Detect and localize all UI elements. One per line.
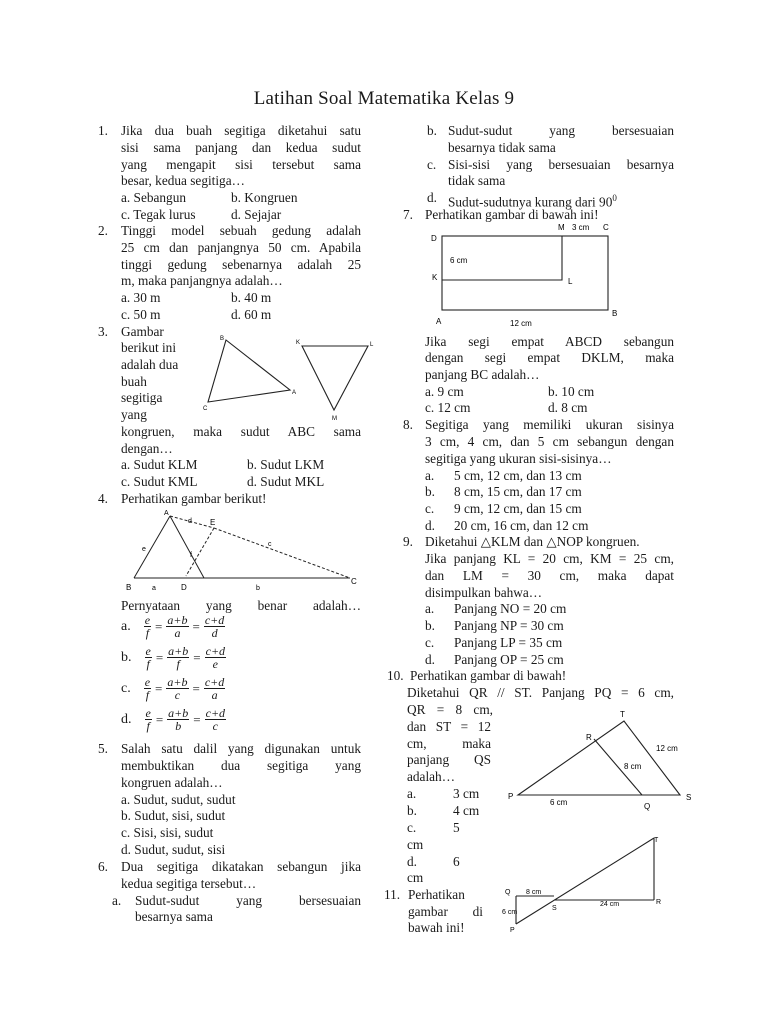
vertex-label: Q — [644, 802, 651, 811]
question-number: 4. — [98, 491, 108, 506]
question-text: Jika segi empat ABCD sebangun — [425, 334, 674, 349]
question-text: cm, maka — [407, 736, 491, 751]
vertex-label: T — [654, 837, 659, 844]
vertex-label: C — [351, 577, 357, 586]
vertex-label: P — [510, 927, 515, 934]
side-label: c — [268, 541, 272, 548]
question-number: 3. — [98, 324, 108, 339]
option-b[interactable]: b. Sudut LKM — [247, 457, 325, 472]
option-d[interactable]: d. 8 cm — [548, 400, 588, 415]
option-b-label[interactable]: b. — [425, 484, 435, 499]
question-text: dan ST = 12 — [407, 719, 491, 734]
vertex-label: E — [210, 518, 216, 527]
question-number: 6. — [98, 859, 108, 874]
side-label: 24 cm — [600, 901, 620, 908]
option-a[interactable]: Panjang NO = 20 cm — [454, 601, 567, 616]
question-text: adalah… — [407, 769, 455, 784]
side-label: 6 cm — [450, 256, 468, 265]
vertex-label: M — [332, 416, 337, 422]
question-text: dan LM = 30 cm, maka dapat — [425, 568, 674, 583]
option-c[interactable]: c. $\frac{e}{f}$ = $\frac{a+b}{c}$ = $\frac{c+d}{a}$ — [121, 675, 225, 702]
question-text: gambar di — [408, 904, 483, 919]
question-text: segitiga yang ukuran sisi-sisinya… — [425, 451, 612, 466]
option-a[interactable]: 3 cm — [453, 786, 480, 801]
option-a[interactable]: a. 30 m — [121, 290, 161, 305]
option-a[interactable]: Sudut-sudut yang bersesuaian — [135, 893, 361, 908]
side-label: 8 cm — [624, 762, 642, 771]
option-c[interactable]: c. 50 m — [121, 307, 161, 322]
question-text: tinggi gedung sebenarnya adalah 25 — [121, 257, 361, 272]
option-c[interactable]: tidak sama — [448, 173, 506, 188]
vertex-label: R — [656, 899, 662, 906]
vertex-label: R — [586, 733, 592, 742]
option-d[interactable]: d. Sudut, sudut, sisi — [121, 842, 226, 857]
question-text: Diketahui △KLM dan △NOP kongruen. — [425, 534, 640, 549]
question-text: dengan segi empat DKLM, maka — [425, 350, 674, 365]
option-a[interactable]: a. 9 cm — [425, 384, 464, 399]
question-number: 2. — [98, 223, 108, 238]
option-c[interactable]: 5 — [453, 820, 460, 835]
option-a[interactable]: 5 cm, 12 cm, dan 13 cm — [454, 468, 582, 483]
vertex-label: K — [296, 340, 301, 346]
option-a-label[interactable]: a. — [407, 786, 417, 801]
option-a[interactable]: a. Sudut, sudut, sudut — [121, 792, 236, 807]
question-number: 11. — [384, 887, 401, 902]
question-text: m, maka panjangnya adalah… — [121, 273, 283, 288]
vertex-label: B — [612, 309, 618, 318]
question-text: Salah satu dalil yang digunakan untuk — [121, 741, 361, 756]
triangles-figure — [498, 832, 678, 936]
question-number: 7. — [403, 207, 413, 222]
side-label: 6 cm — [550, 798, 568, 807]
option-d-label[interactable]: d. — [407, 854, 417, 869]
question-number: 8. — [403, 417, 413, 432]
option-b[interactable]: Panjang NP = 30 cm — [454, 618, 564, 633]
option-c[interactable]: c. Sudut KML — [121, 474, 198, 489]
option-b[interactable]: b. 10 cm — [548, 384, 595, 399]
vertex-label: M — [558, 223, 565, 232]
option-c[interactable]: Sisi-sisi yang bersesuaian besarnya — [448, 157, 674, 172]
vertex-label: K — [432, 273, 438, 282]
option-a[interactable]: a. Sebangun — [121, 190, 186, 205]
vertex-label: S — [686, 793, 692, 802]
option-b-label[interactable]: b. — [427, 123, 437, 138]
vertex-label: S — [552, 905, 557, 912]
question-text: 25 cm dan panjangnya 50 cm. Apabila — [121, 240, 361, 255]
vertex-label: D — [431, 234, 437, 243]
question-number: 10. — [387, 668, 404, 683]
side-label: 6 cm — [502, 909, 518, 916]
vertex-label: C — [203, 406, 208, 412]
option-d[interactable]: 20 cm, 16 cm, dan 12 cm — [454, 518, 589, 533]
option-d[interactable]: d. 60 m — [231, 307, 272, 322]
question-text: berikut ini — [121, 340, 177, 355]
option-c[interactable]: 9 cm, 12 cm, dan 15 cm — [454, 501, 582, 516]
question-text: adalah dua — [121, 357, 179, 372]
vertex-label: D — [181, 583, 187, 592]
question-text: Diketahui QR // ST. Panjang PQ = 6 cm, — [407, 685, 674, 700]
option-c[interactable]: Panjang LP = 35 cm — [454, 635, 563, 650]
question-text: Tinggi model sebuah gedung adalah — [121, 223, 361, 238]
option-d-label[interactable]: d. — [427, 190, 437, 205]
option-c[interactable]: cm — [407, 837, 424, 852]
question-text: 3 cm, 4 cm, dan 5 cm sebangun dengan — [425, 434, 674, 449]
question-text: segitiga — [121, 390, 163, 405]
question-text: panjang QS — [407, 752, 491, 767]
option-d[interactable]: cm — [407, 870, 424, 885]
question-text: yang — [121, 407, 147, 422]
question-text: kongruen, maka sudut ABC sama — [121, 424, 361, 439]
question-text: sisi sama panjang dan kedua sudut — [121, 140, 361, 155]
vertex-label: A — [292, 390, 297, 396]
option-c-label[interactable]: c. — [407, 820, 417, 835]
rectangle-figure — [428, 220, 628, 330]
side-label: e — [142, 546, 146, 553]
question-text: QR = 8 cm, — [407, 702, 493, 717]
question-text: Jika dua buah segitiga diketahui satu — [121, 123, 361, 138]
option-b[interactable]: b. Kongruen — [231, 190, 298, 205]
question-number: 9. — [403, 534, 413, 549]
option-b-label[interactable]: b. — [407, 803, 417, 818]
side-label: 8 cm — [526, 889, 542, 896]
question-text: Segitiga yang memiliki ukuran sisinya — [425, 417, 674, 432]
option-c[interactable]: c. 12 cm — [425, 400, 471, 415]
side-label: b — [256, 585, 260, 592]
question-text: Perhatikan gambar berikut! — [121, 491, 267, 506]
question-text: Perhatikan gambar di bawah! — [410, 668, 567, 683]
option-c[interactable]: c. Sisi, sisi, sudut — [121, 825, 214, 840]
option-a-label[interactable]: a. — [425, 601, 435, 616]
question-text: Pernyataan yang benar adalah… — [121, 598, 361, 613]
vertex-label: P — [508, 792, 514, 801]
triangles-figure — [198, 332, 378, 424]
question-text: dengan… — [121, 441, 173, 456]
option-b[interactable]: besarnya tidak sama — [448, 140, 556, 155]
side-label: 3 cm — [572, 223, 590, 232]
vertex-label: A — [436, 317, 442, 326]
option-d[interactable]: d. $\frac{e}{f}$ = $\frac{a+b}{b}$ = $\frac{c+d}{c}$ — [121, 706, 226, 733]
side-label: d — [188, 518, 192, 525]
triangle-figure — [124, 508, 364, 596]
option-a-label[interactable]: a. — [112, 893, 122, 908]
question-number: 5. — [98, 741, 108, 756]
option-b[interactable]: 4 cm — [453, 803, 480, 818]
vertex-label: A — [164, 510, 169, 517]
option-b[interactable]: 8 cm, 15 cm, dan 17 cm — [454, 484, 582, 499]
side-label: 12 cm — [510, 319, 532, 328]
question-text: panjang BC adalah… — [425, 367, 540, 382]
option-d[interactable]: d. Sudut MKL — [247, 474, 325, 489]
vertex-label: B — [126, 583, 132, 592]
option-a[interactable]: a. $\frac{e}{f}$ = $\frac{a+b}{a}$ = $\frac{c+d}{d}$ — [121, 613, 225, 640]
question-text: membuktikan dua segitiga yang — [121, 758, 361, 773]
question-text: Perhatikan — [408, 887, 465, 902]
option-a[interactable]: besarnya sama — [135, 909, 213, 924]
option-b[interactable]: b. Sudut, sisi, sudut — [121, 808, 226, 823]
side-label: a — [152, 585, 156, 592]
option-c-label[interactable]: c. — [425, 635, 435, 650]
option-a[interactable]: a. Sudut KLM — [121, 457, 198, 472]
question-text: yang mengapit sisi tersebut sama — [121, 157, 361, 172]
option-b-label[interactable]: b. — [425, 618, 435, 633]
option-d[interactable]: 6 — [453, 854, 460, 869]
option-d[interactable]: Sudut-sudutnya kurang dari $90^0$ — [448, 193, 617, 210]
vertex-label: L — [568, 277, 573, 286]
question-text: Jika panjang KL = 20 cm, KM = 25 cm, — [425, 551, 674, 566]
side-label: 12 cm — [656, 744, 678, 753]
page-title: Latihan Soal Matematika Kelas 9 — [253, 88, 515, 109]
option-d[interactable]: Panjang OP = 25 cm — [454, 652, 564, 667]
question-text: buah — [121, 374, 147, 389]
question-text: kedua segitiga tersebut… — [121, 876, 257, 891]
vertex-label: C — [603, 223, 609, 232]
question-number: 1. — [98, 123, 108, 138]
option-d[interactable]: d. Sejajar — [231, 207, 282, 222]
option-b[interactable]: b. 40 m — [231, 290, 272, 305]
question-text: besar, kedua segitiga… — [121, 173, 245, 188]
option-a-label[interactable]: a. — [425, 468, 435, 483]
option-b[interactable]: b. $\frac{e}{f}$ = $\frac{a+b}{f}$ = $\frac{c+d}{e}$ — [121, 644, 226, 671]
vertex-label: T — [620, 710, 625, 719]
option-b[interactable]: Sudut-sudut yang bersesuaian — [448, 123, 674, 138]
option-d-label[interactable]: d. — [425, 652, 435, 667]
option-c-label[interactable]: c. — [425, 501, 435, 516]
question-text: Perhatikan gambar di bawah ini! — [425, 207, 599, 222]
option-c-label[interactable]: c. — [427, 157, 437, 172]
question-text: disimpulkan bahwa… — [425, 585, 543, 600]
option-c[interactable]: c. Tegak lurus — [121, 207, 196, 222]
similar-triangles-figure — [500, 705, 710, 815]
vertex-label: L — [370, 342, 374, 348]
question-text: Gambar — [121, 324, 164, 339]
vertex-label: Q — [505, 889, 511, 896]
question-text: kongruen adalah… — [121, 775, 223, 790]
vertex-label: B — [220, 336, 225, 342]
option-d-label[interactable]: d. — [425, 518, 435, 533]
side-label: f — [190, 552, 192, 559]
question-text: Dua segitiga dikatakan sebangun jika — [121, 859, 361, 874]
question-text: bawah ini! — [408, 920, 465, 935]
